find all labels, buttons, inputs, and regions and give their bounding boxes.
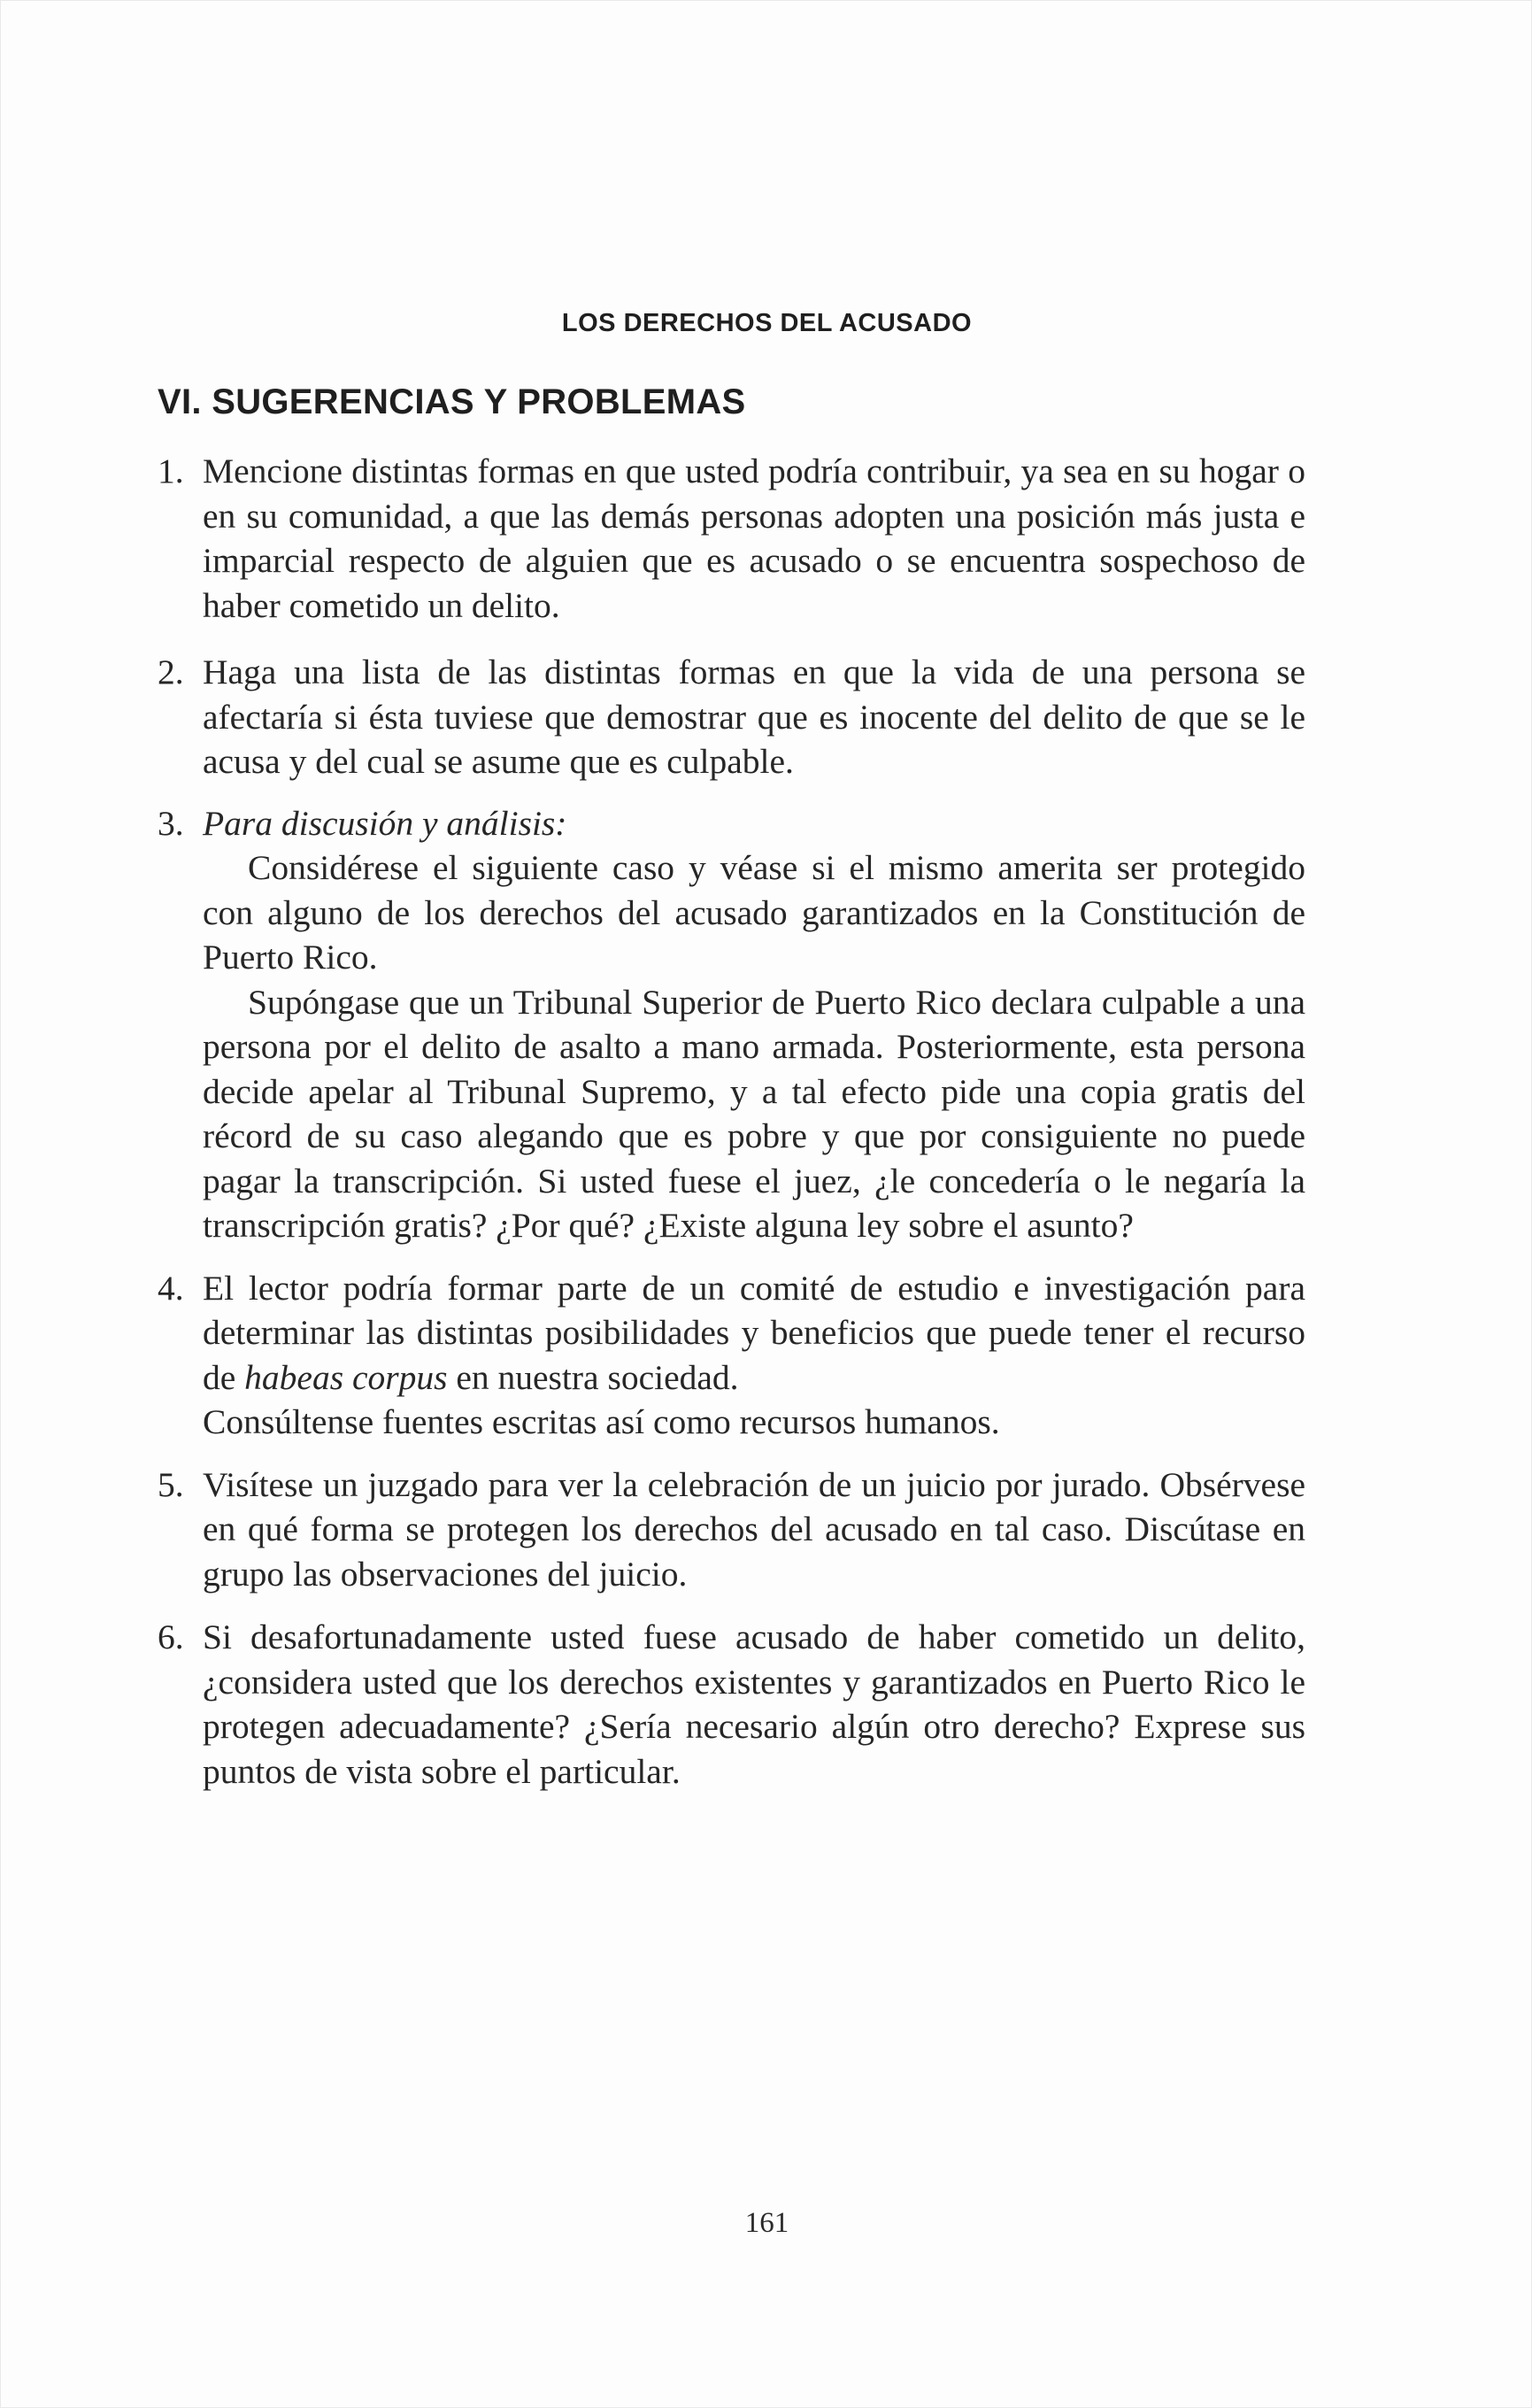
item-heading: Para discusión y análisis: — [203, 803, 567, 843]
item-text: Mencione distintas formas en que usted podría contribuir, ya sea en su hogar o en su comunidad, a que las demás personas adopten una posición más justa e imparcial respecto de alguien que es acusado o se encuentra sospechoso de haber cometido un delito. — [203, 452, 1305, 625]
list-item — [158, 1463, 1305, 1597]
item-text — [203, 1266, 1305, 1401]
item-number: 1. — [158, 452, 184, 490]
item-text-italic: habeas corpus — [244, 1357, 448, 1397]
page-number: 161 — [744, 2207, 789, 2239]
problem-list — [158, 449, 1305, 1794]
item-text: Visítese un juzgado para ver la celebración de un juicio por jurado. Obsérvese en qué forma se protegen los derechos del acusado en tal caso. Discútase en grupo las observaciones del juicio. — [203, 1464, 1305, 1594]
list-item — [158, 449, 1305, 628]
list-item — [158, 1266, 1305, 1445]
item-text-part: El lector podría formar parte de un comité de estudio e investigación para determinar las distintas posibilidades y beneficios que puede tener el recurso de — [203, 1268, 1305, 1397]
item-text: Si desafortunadamente usted fuese acusado de haber cometido un delito, ¿considera usted que los derechos existentes y garantizados en Puerto Rico le protegen adecuadamente? ¿Sería necesario algún otro derecho? Exprese sus puntos de vista sobre el particular. — [203, 1617, 1305, 1791]
list-item — [158, 1615, 1305, 1794]
item-number: 6. — [158, 1617, 184, 1656]
item-text: Haga una lista de las distintas formas en que la vida de una persona se afectaría si ésta tuviese que demostrar que es inocente del delito de que se le acusa y del cual se asume que es culpable. — [203, 652, 1305, 781]
item-number: 4. — [158, 1268, 184, 1308]
item-number: 3. — [158, 803, 184, 843]
list-item — [158, 801, 1305, 1248]
item-number: 2. — [158, 652, 184, 691]
list-item — [158, 650, 1305, 784]
item-paragraph: Supóngase que un Tribunal Superior de Puerto Rico declara culpable a una persona por el delito de asalto a mano armada. Posteriormente, esta persona decide apelar al Tribunal Supremo, y a tal efecto pide una copia gratis del récord de su caso alegando que es pobre y que por consiguiente no puede pagar la transcripción. Si usted fuese el juez, ¿le concedería o le negaría la transcripción gratis? ¿Por qué? ¿Existe alguna ley sobre el asunto? — [203, 982, 1305, 1245]
item-paragraph: Consúltense fuentes escritas así como recursos humanos. — [203, 1402, 1000, 1441]
running-head: LOS DERECHOS DEL ACUSADO — [561, 309, 973, 337]
item-paragraph: Considérese el siguiente caso y véase si el mismo amerita ser protegido con alguno de los derechos del acusado garantizados en la Constitución de Puerto Rico. — [203, 848, 1305, 976]
item-number: 5. — [158, 1464, 184, 1504]
item-text-part: en nuestra sociedad. — [447, 1357, 739, 1397]
section-title: VI. SUGERENCIAS Y PROBLEMAS — [158, 382, 746, 421]
